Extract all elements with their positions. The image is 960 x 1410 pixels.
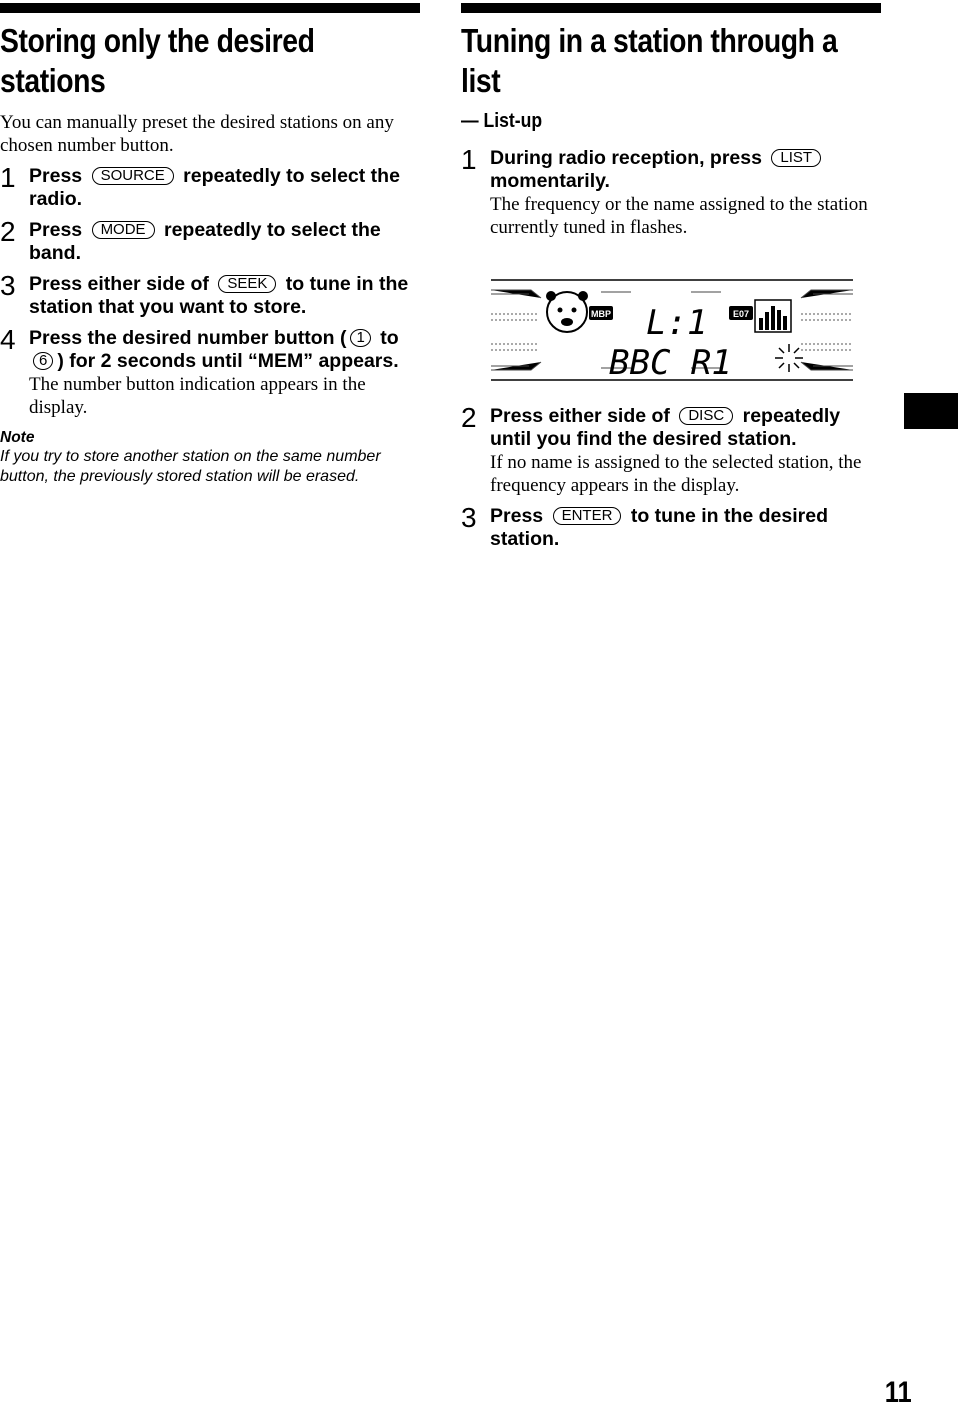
step-text: to tune in the desired station. <box>490 505 829 550</box>
step-description: The number button indication appears in the display. <box>29 374 366 418</box>
step-text: repeatedly to select the band. <box>29 219 381 264</box>
step-text: Press <box>490 505 544 527</box>
bear-mascot-icon <box>546 291 588 332</box>
step-description: If no name is assigned to the selected station, the frequency appears in the display. <box>490 452 862 496</box>
section-rule <box>0 3 420 13</box>
svg-text:MBP: MBP <box>591 309 611 319</box>
step-number: 3 <box>0 270 16 301</box>
step-number: 2 <box>0 216 16 247</box>
note-text: If you try to store another station on the same number button, the previously stored station will be erased. <box>0 448 381 485</box>
section-title-storing: Storing only the desired stations <box>0 22 315 99</box>
step-text: momentarily. <box>490 170 610 192</box>
step-description: The frequency or the name assigned to the station currently tuned in flashes. <box>490 194 868 238</box>
step-number: 1 <box>0 162 16 193</box>
page-number: 11 <box>885 1376 912 1409</box>
display-illustration <box>491 278 853 382</box>
step-text: Press <box>29 219 83 241</box>
mbp-badge <box>589 306 613 320</box>
section-title-list: Tuning in a station through a list <box>461 22 838 99</box>
step-text: repeatedly to select the radio. <box>29 165 400 210</box>
step-number: 2 <box>461 402 477 433</box>
step-text: Press either side of <box>29 273 209 295</box>
disc-key: DISC <box>679 407 733 425</box>
step-3 <box>0 270 420 319</box>
number-key-6: 6 <box>33 352 53 370</box>
step-2 <box>0 216 420 265</box>
step-text: Press <box>29 165 83 187</box>
intro-text: You can manually preset the desired stations on any chosen number button. <box>0 112 394 156</box>
left-column <box>0 0 420 487</box>
section-subtitle: — List-up <box>461 110 543 132</box>
note-label: Note <box>0 429 35 446</box>
step-4 <box>0 324 420 419</box>
section-rule <box>461 3 881 13</box>
seek-key: SEEK <box>218 275 276 293</box>
step-number: 1 <box>461 144 477 175</box>
step-text: Press either side of <box>490 405 670 427</box>
mode-key: MODE <box>92 221 155 239</box>
section-tab-marker <box>904 393 958 429</box>
svg-text:E07: E07 <box>732 309 750 319</box>
list-code-readout: L:1 <box>646 303 708 343</box>
step-number: 4 <box>0 324 16 355</box>
flash-icon <box>775 344 803 372</box>
list-key: LIST <box>771 149 821 167</box>
right-column <box>461 0 881 551</box>
step-text: ) for 2 seconds until “MEM” appears. <box>57 350 399 372</box>
number-key-1: 1 <box>350 329 370 347</box>
step-number: 3 <box>461 502 477 533</box>
station-name-readout: BBC R1 <box>609 343 732 382</box>
step-2 <box>461 402 881 497</box>
step-text: repeatedly until you find the desired station. <box>490 405 841 450</box>
step-1 <box>0 162 420 211</box>
enter-key: ENTER <box>553 507 622 525</box>
step-text: to tune in the station that you want to store. <box>29 273 409 318</box>
equalizer-icon <box>755 300 791 332</box>
step-text: During radio reception, press <box>490 147 762 169</box>
step-text: to <box>380 327 399 349</box>
source-key: SOURCE <box>92 167 174 185</box>
step-1 <box>461 144 881 239</box>
e07-badge <box>729 306 753 320</box>
step-text: Press the desired number button ( <box>29 327 347 349</box>
step-3 <box>461 502 881 551</box>
